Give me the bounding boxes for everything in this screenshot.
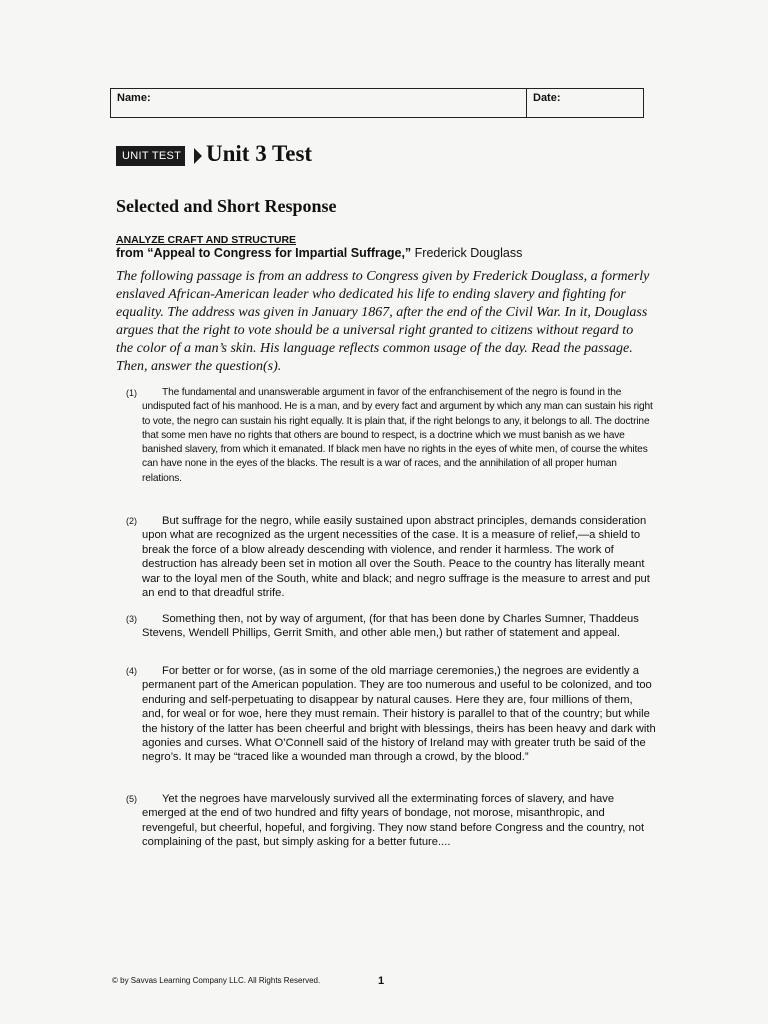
- source-author: Frederick Douglass: [414, 246, 523, 260]
- page-number: 1: [378, 975, 385, 987]
- unit-test-tag: UNIT TEST: [116, 146, 185, 166]
- passage-paragraph: [126, 612, 656, 641]
- paragraph-number: (4): [126, 666, 137, 676]
- passage-paragraph: [126, 514, 656, 600]
- name-label: Name:: [117, 92, 151, 104]
- paragraph-number: (5): [126, 794, 137, 804]
- skill-label: ANALYZE CRAFT AND STRUCTURE: [116, 234, 297, 246]
- page-title: Unit 3 Test: [206, 141, 313, 166]
- paragraph-text: Yet the negroes have marvelously survived all the exterminating forces of slavery, and have emerged at the end of two hundred and fifty years of bondage, not morose, misanthropic, and revengeful, but cheerful, hopeful, and forgiving. They now stand before Congress and the country, not complaining of the past, but simply asking for a better future....: [142, 793, 645, 849]
- passage-paragraph: [126, 386, 656, 486]
- paragraph-number: (1): [126, 388, 137, 398]
- tag-arrow-icon: [194, 148, 202, 164]
- paragraph-number: (2): [126, 516, 137, 526]
- copyright-notice: © by Savvas Learning Company LLC. All Rights Reserved.: [112, 976, 321, 985]
- section-title: Selected and Short Response: [116, 196, 337, 216]
- paragraph-text: For better or for worse, (as in some of the old marriage ceremonies,) the negroes are evidently a permanent part of the American population. They are too numerous and useful to be colonized, and too enduring and self-perpetuating to disappear by natural causes. Here they are, four millions of them, and, for weal or for woe, here they must remain. Their history is parallel to that of the country; but while the history of the latter has been cheerful and bright with blessings, theirs has been heavy and dark with agonies and curses. What O’Connell said of the history of Ireland may with greater truth be said of the negro’s. It may be “traced like a wounded man through a crowd, by the blood.”: [142, 665, 656, 764]
- paragraph-text: The fundamental and unanswerable argument in favor of the enfranchisement of the negro is found in the undisputed fact of his manhood. He is a man, and by every fact and argument by which any man can sustain his right to vote, the negro can sustain his right equally. It is plain that, if the right belongs to any, it belongs to all. The doctrine that some men have no rights that others are bound to respect, is a doctrine which we must banish as we have banished slavery, from which it emanated. If black men have no rights in the eyes of white men, of course the whites can have none in the eyes of the blacks. The result is a war of races, and the annihilation of all proper human relations.: [142, 387, 653, 484]
- intro-paragraph: The following passage is from an address to Congress given by Frederick Douglass, a formerly enslaved African-American leader who dedicated his life to ending slavery and fighting for equality. The address was given in January 1867, after the end of the Civil War. In it, Douglass argues that the right to vote should be a universal right granted to citizens without regard to the color of a man’s skin. His language reflects common usage of the day. Read the passage. Then, answer the question(s).: [116, 269, 650, 374]
- source-title: from “Appeal to Congress for Impartial Suffrage,”: [116, 246, 412, 260]
- name-field[interactable]: [111, 89, 527, 117]
- name-date-box: [110, 88, 644, 118]
- source-citation: [116, 246, 522, 260]
- paragraph-number: (3): [126, 614, 137, 624]
- paragraph-text: Something then, not by way of argument, (for that has been done by Charles Sumner, Thaddeus Stevens, Wendell Phillips, Gerrit Smith, and other able men,) but rather of statement and appeal.: [142, 613, 639, 640]
- passage-paragraph: [126, 792, 656, 850]
- date-label: Date:: [533, 92, 561, 104]
- paragraph-text: But suffrage for the negro, while easily sustained upon abstract principles, demands consideration upon what are recognized as the urgent necessities of the case. It is a measure of relief,—a shield to break the force of a blow already descending with violence, and render it harmless. The work of destruction has already been set in motion all over the South. Peace to the country has literally meant war to the loyal men of the South, white and black; and negro suffrage is the measure to arrest and put an end to that dreadful strife.: [142, 515, 650, 600]
- passage-paragraph: [126, 664, 656, 765]
